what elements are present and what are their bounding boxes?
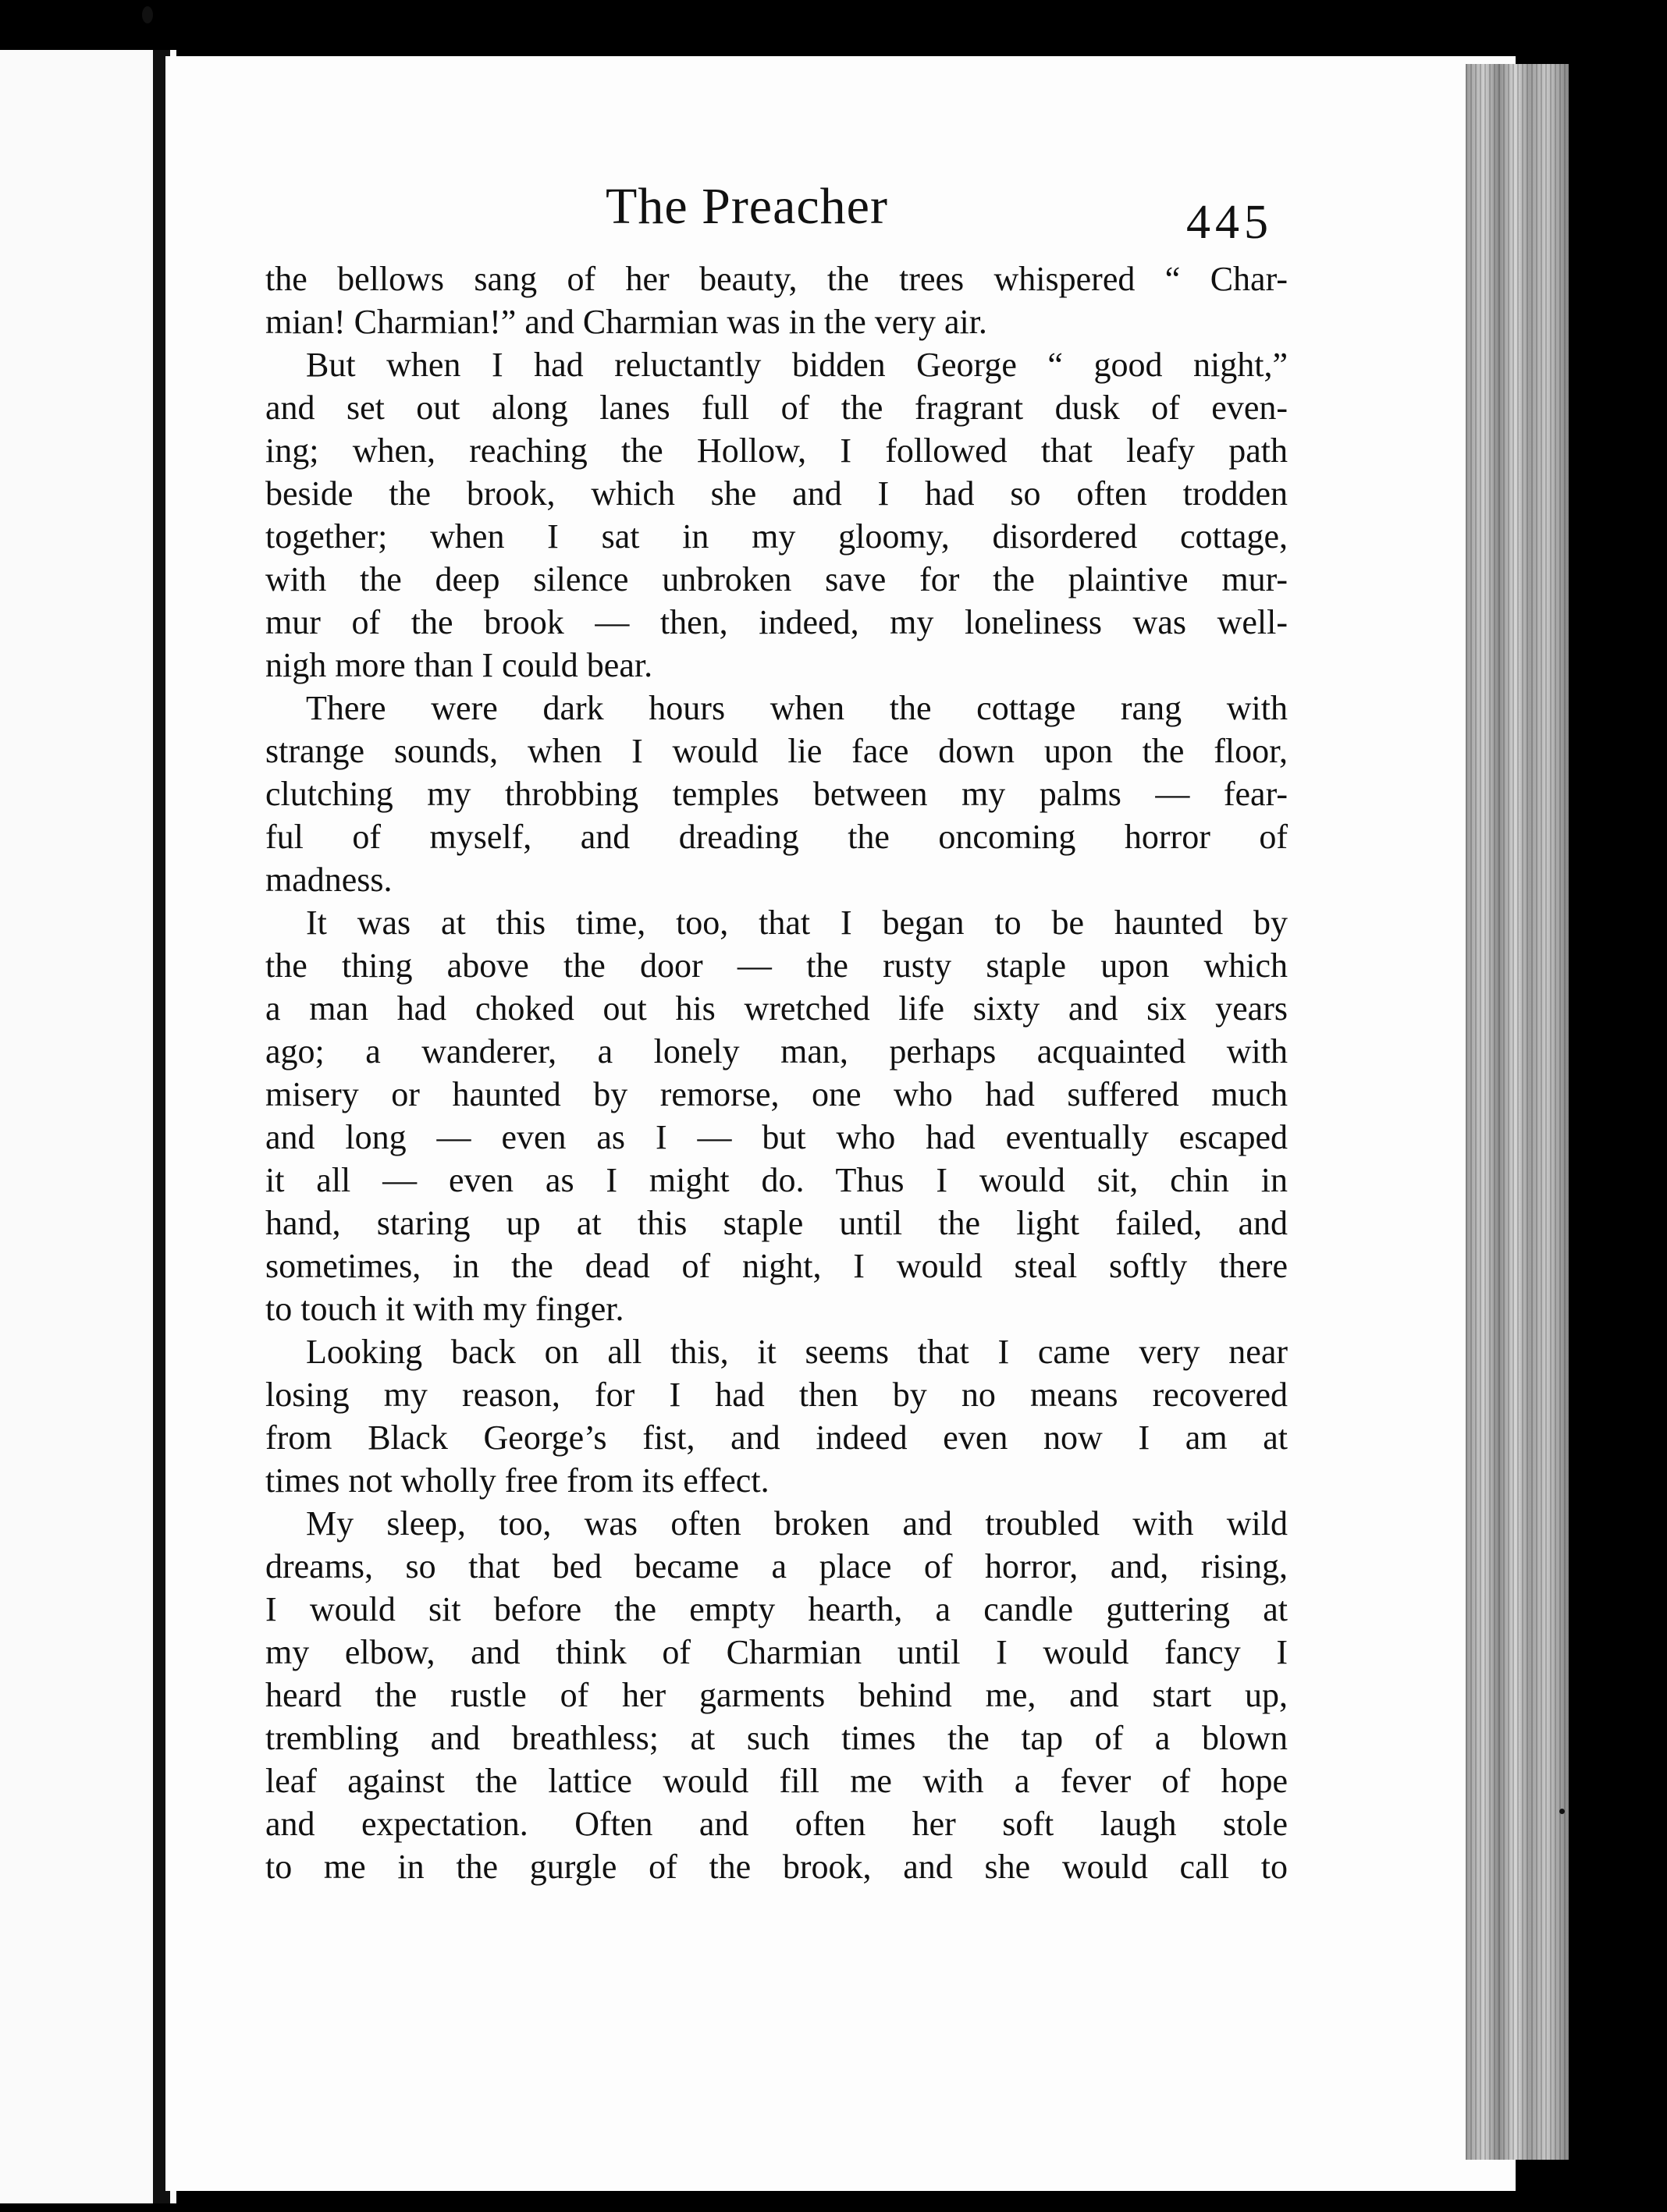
text-line: mur of the brook — then, indeed, my loneliness was well- [265,603,1288,641]
text-line: to touch it with my finger. [265,1290,624,1328]
text-line: with the deep silence unbroken save for the plaintive mur- [265,560,1288,598]
text-line: heard the rustle of her garments behind me, and start up, [265,1676,1288,1714]
dust-speck [142,6,153,23]
text-line: I would sit before the empty hearth, a candle guttering at [265,1590,1288,1628]
text-line: ful of myself, and dreading the oncoming horror of [265,818,1288,856]
text-line: a man had choked out his wretched life sixty and six years [265,989,1288,1028]
text-line: sometimes, in the dead of night, I would steal softly there [265,1247,1288,1285]
text-line: hand, staring up at this staple until the light failed, and [265,1204,1288,1242]
text-line: dreams, so that bed became a place of horror, and, rising, [265,1547,1288,1585]
text-line: strange sounds, when I would lie face down upon the floor, [265,732,1288,770]
text-line: and expectation. Often and often her soft laugh stole [265,1805,1288,1843]
text-line: There were dark hours when the cottage rang with [306,689,1288,727]
text-line: and long — even as I — but who had eventually escaped [265,1118,1288,1156]
dust-speck [1559,1809,1565,1814]
text-line: from Black George’s fist, and indeed even now I am at [265,1418,1288,1457]
text-line: ing; when, reaching the Hollow, I followed that leafy path [265,431,1288,470]
text-line: clutching my throbbing temples between my palms — fear- [265,775,1288,813]
text-line: misery or haunted by remorse, one who had suffered much [265,1075,1288,1113]
text-line: It was at this time, too, that I began to be haunted by [306,904,1288,942]
text-line: My sleep, too, was often broken and troubled with wild [306,1504,1288,1543]
text-line: to me in the gurgle of the brook, and she would call to [265,1848,1288,1886]
text-line: the bellows sang of her beauty, the trees whispered “ Char- [265,260,1288,298]
text-line: trembling and breathless; at such times the tap of a blown [265,1719,1288,1757]
text-line: ago; a wanderer, a lonely man, perhaps acquainted with [265,1032,1288,1070]
text-line: losing my reason, for I had then by no means recovered [265,1376,1288,1414]
text-line: Looking back on all this, it seems that I came very near [306,1333,1288,1371]
text-line: But when I had reluctantly bidden George “ good night,” [306,346,1288,384]
page-number: 445 [1186,196,1273,249]
text-line: my elbow, and think of Charmian until I would fancy I [265,1633,1288,1671]
text-line: madness. [265,861,393,899]
page-edges [1466,64,1569,2160]
text-line: the thing above the door — the rusty staple upon which [265,946,1288,985]
facing-page [0,50,176,2203]
text-line: together; when I sat in my gloomy, disordered cottage, [265,517,1288,556]
text-line: and set out along lanes full of the fragrant dusk of even- [265,389,1288,427]
text-line: it all — even as I might do. Thus I would sit, chin in [265,1161,1288,1199]
text-line: times not wholly free from its effect. [265,1461,770,1500]
text-line: beside the brook, which she and I had so often trodden [265,474,1288,513]
text-line: nigh more than I could bear. [265,646,653,684]
text-line: mian! Charmian!” and Charmian was in the very air. [265,303,987,341]
text-line: leaf against the lattice would fill me with a fever of hope [265,1762,1288,1800]
running-head: The Preacher [606,178,888,235]
